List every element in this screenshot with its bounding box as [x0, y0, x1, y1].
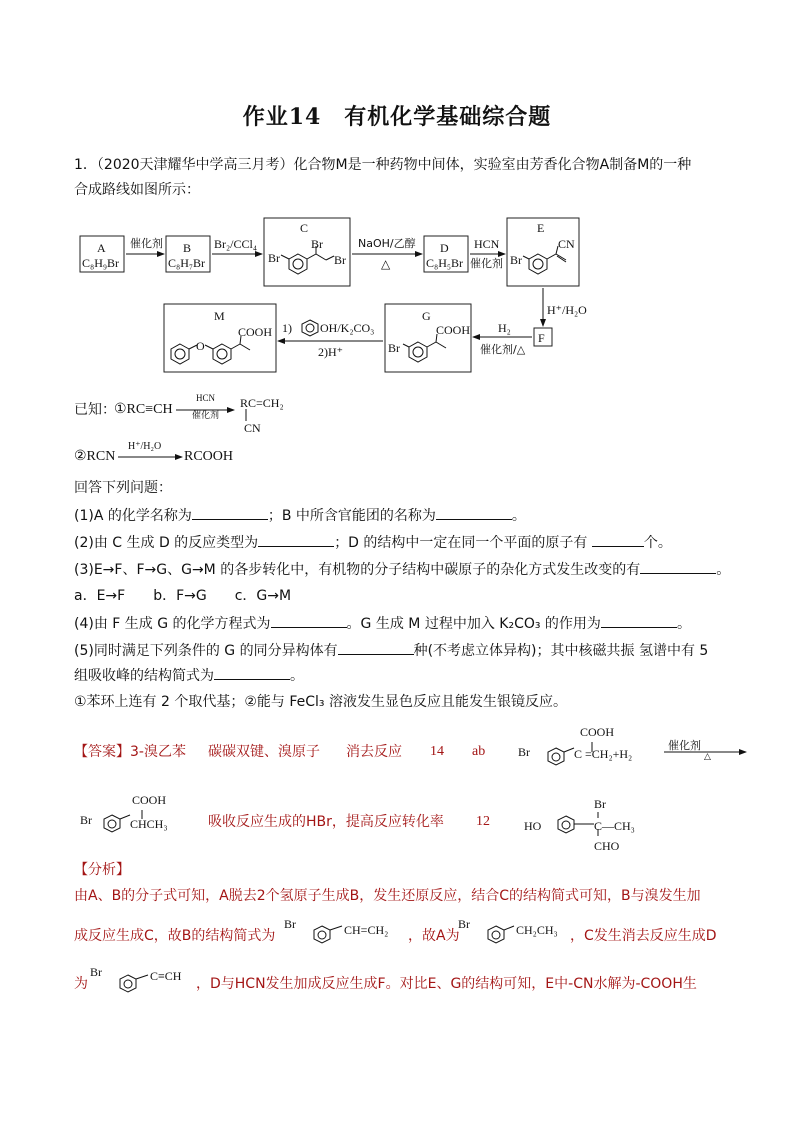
ans-benzene-1: [548, 748, 564, 765]
q4-text-a: (4)由 F 生成 G 的化学方程式为: [74, 616, 271, 632]
formula-a: C₈H₉Br: [82, 256, 120, 270]
known-r1-start: ①RC≡CH: [114, 402, 173, 417]
q3-text-b: 。: [716, 562, 731, 578]
q2-text-c: 个。: [643, 535, 672, 551]
question-5: [74, 640, 708, 661]
ans-prod-cooh: COOH: [132, 793, 167, 807]
arrow-phenol: [302, 320, 318, 336]
arrow-fg-bottom: 催化剂/△: [480, 343, 526, 356]
answer-3: 消去反应: [346, 744, 402, 760]
q1-text-b: ；B 中所含官能团的名称为: [267, 508, 436, 524]
q1-line2: 合成路线如图所示：: [74, 182, 200, 198]
q1-text-a: (1)A 的化学名称为: [74, 508, 192, 524]
m-o: O: [196, 339, 205, 353]
question-2: [74, 532, 672, 553]
arrow-de-top: HCN: [474, 237, 500, 251]
arrow-ab-label: 催化剂: [130, 237, 163, 250]
c-br-right: Br: [334, 253, 346, 267]
ana-benzene-3: [120, 975, 136, 992]
analysis-line2c: ，C发生消去反应生成D: [570, 928, 717, 944]
q5-text-a: (5)同时满足下列条件的 G 的同分异构体有: [74, 643, 338, 659]
arrow-de-bottom: 催化剂: [470, 257, 503, 270]
ana-br-1: Br: [284, 917, 296, 931]
ans-eq-tail: C =CH₂+H₂: [574, 747, 633, 761]
q5-text-d: 。: [290, 668, 304, 684]
c-br-top: Br: [311, 237, 323, 251]
ana-br-3: Br: [90, 965, 102, 979]
known-r2-top: H⁺/H₂O: [128, 441, 162, 452]
q5-text-b: 种(不考虑立体异构)；其中核磁共振 氢谱中有 5: [413, 643, 709, 659]
label-g: G: [422, 309, 431, 323]
q3-blank[interactable]: [640, 559, 716, 574]
label-c: C: [300, 221, 309, 235]
arrow-fg-top: H₂: [498, 321, 511, 335]
question-1: [74, 505, 526, 526]
answer-2: 碳碳双键、溴原子: [208, 744, 320, 760]
q4-text-c: 。: [676, 616, 691, 632]
q5-conditions: ①苯环上连有 2 个取代基；②能与 FeCl₃ 溶液发生显色反应且能发生银镜反应。: [74, 694, 567, 710]
q4-blank-1[interactable]: [271, 613, 347, 628]
answer-6: 吸收反应生成的HBr，提高反应转化率: [208, 814, 444, 830]
known-r1-product-top: RC=CH₂: [240, 396, 284, 410]
analysis-line2a: 成反应生成C，故B的结构简式为: [74, 928, 276, 944]
q1-blank-2[interactable]: [436, 505, 512, 520]
ana-benzene-1: [314, 926, 330, 943]
c-br-left: Br: [268, 251, 280, 265]
label-b: B: [183, 241, 192, 255]
known-label: 已知：: [74, 402, 116, 418]
m-phenyl: [171, 344, 189, 364]
label-m: M: [214, 309, 225, 323]
q1-blank-1[interactable]: [192, 505, 268, 520]
answer-4: 14: [430, 744, 444, 759]
ana-struct-1: CH=CH₂: [344, 923, 389, 937]
c-benzene: [289, 254, 307, 274]
known-r1-bottom: 催化剂: [192, 411, 220, 421]
analysis-line1: 由A、B的分子式可知，A脱去2个氢原子生成B，发生还原反应，结合C的结构简式可知，B与溴发生加: [74, 888, 701, 904]
e-br: Br: [510, 253, 522, 267]
q5-blank-2[interactable]: [214, 665, 290, 680]
q1-text-c: 。: [511, 508, 526, 524]
label-d: D: [440, 241, 449, 255]
answer-7: 12: [476, 814, 490, 829]
ana-benzene-2: [488, 926, 504, 943]
analysis-line3a: 为: [74, 976, 88, 992]
formula-d: C₈H₅Br: [426, 256, 464, 270]
q2-blank-2[interactable]: [592, 532, 644, 547]
question-5-cont: [74, 665, 304, 686]
q2-blank-1[interactable]: [258, 532, 334, 547]
questions-intro: 回答下列问题：: [74, 480, 172, 496]
ans-iso-cho: CHO: [594, 839, 620, 853]
g-br: Br: [388, 341, 400, 355]
ana-struct-3: C≡CH: [150, 969, 182, 983]
page-title: 作业14 有机化学基础综合题: [242, 104, 552, 130]
formula-b: C₈H₇Br: [168, 256, 206, 270]
answer-label: 【答案】: [74, 744, 130, 760]
ans-prod-br: Br: [80, 813, 92, 827]
q5-text-c: 组吸收峰的结构简式为: [74, 668, 214, 684]
ans-benzene-2: [104, 815, 120, 832]
known-r2-product: RCOOH: [184, 449, 234, 464]
arrow-cd-bottom: △: [381, 257, 391, 271]
label-f: F: [538, 331, 545, 345]
analysis-label: 【分析】: [74, 862, 130, 878]
ans-iso-ch3: C—CH₃: [594, 819, 635, 833]
known-r1-product-bottom: CN: [244, 421, 261, 435]
e-benzene: [529, 254, 547, 274]
analysis-line3b: ，D与HCN发生加成反应生成F。对比E、G的结构可知，E中-CN水解为-COOH生: [196, 976, 697, 992]
ans-prod-tail: CHCH₃: [130, 817, 168, 831]
g-benzene: [409, 342, 427, 362]
q3-options: a．E→F b．F→G c．G→M: [74, 588, 292, 604]
q4-text-b: 。G 生成 M 过程中加入 K₂CO₃ 的作用为: [346, 616, 601, 632]
known-r2-start: ②RCN: [74, 449, 116, 464]
m-cooh: COOH: [238, 325, 273, 339]
q5-blank-1[interactable]: [338, 640, 414, 655]
ans-eq-delta: △: [704, 752, 711, 762]
q2-text-b: ；D 的结构中一定在同一个平面的原子有: [334, 535, 588, 551]
arrow-gm-2: 2)H⁺: [318, 345, 343, 359]
m-benzene: [213, 344, 231, 364]
arrow-gm-1: 1): [282, 321, 292, 335]
ana-br-2: Br: [458, 917, 470, 931]
analysis-line2b: ，故A为: [408, 928, 460, 944]
ans-eq-cooh: COOH: [580, 725, 615, 739]
ans-benzene-3: [558, 816, 574, 833]
question-3: [74, 559, 730, 580]
e-cn: CN: [558, 237, 575, 251]
arrow-cd-top: NaOH/乙醇: [358, 237, 416, 250]
q4-blank-2[interactable]: [601, 613, 677, 628]
arrow-ef-label: H⁺/H₂O: [547, 303, 587, 317]
q1-line1: 1．（2020天津耀华中学高三月考）化合物M是一种药物中间体，实验室由芳香化合物A制备M的一种: [74, 157, 692, 173]
q3-text-a: (3)E→F、F→G、G→M 的各步转化中，有机物的分子结构中碳原子的杂化方式发生改变的有: [74, 562, 641, 578]
known-r1-top: HCN: [196, 393, 216, 403]
arrow-gm-reagent: OH/K₂CO₃: [320, 321, 375, 335]
g-cooh: COOH: [436, 323, 471, 337]
answer-5: ab: [472, 744, 486, 759]
ana-struct-2: CH₂CH₃: [516, 923, 558, 937]
arrow-bc-label: Br₂/CCl₄: [214, 237, 258, 251]
ans-iso-br: Br: [594, 797, 606, 811]
answer-1: 3-溴乙苯: [130, 744, 186, 760]
ans-eq-br: Br: [518, 745, 530, 759]
q2-text-a: (2)由 C 生成 D 的反应类型为: [74, 535, 259, 551]
label-a: A: [97, 241, 106, 255]
label-e: E: [537, 221, 545, 235]
question-4: [74, 613, 691, 634]
ans-iso-ho: HO: [524, 819, 542, 833]
ans-eq-cat: 催化剂: [668, 739, 701, 752]
